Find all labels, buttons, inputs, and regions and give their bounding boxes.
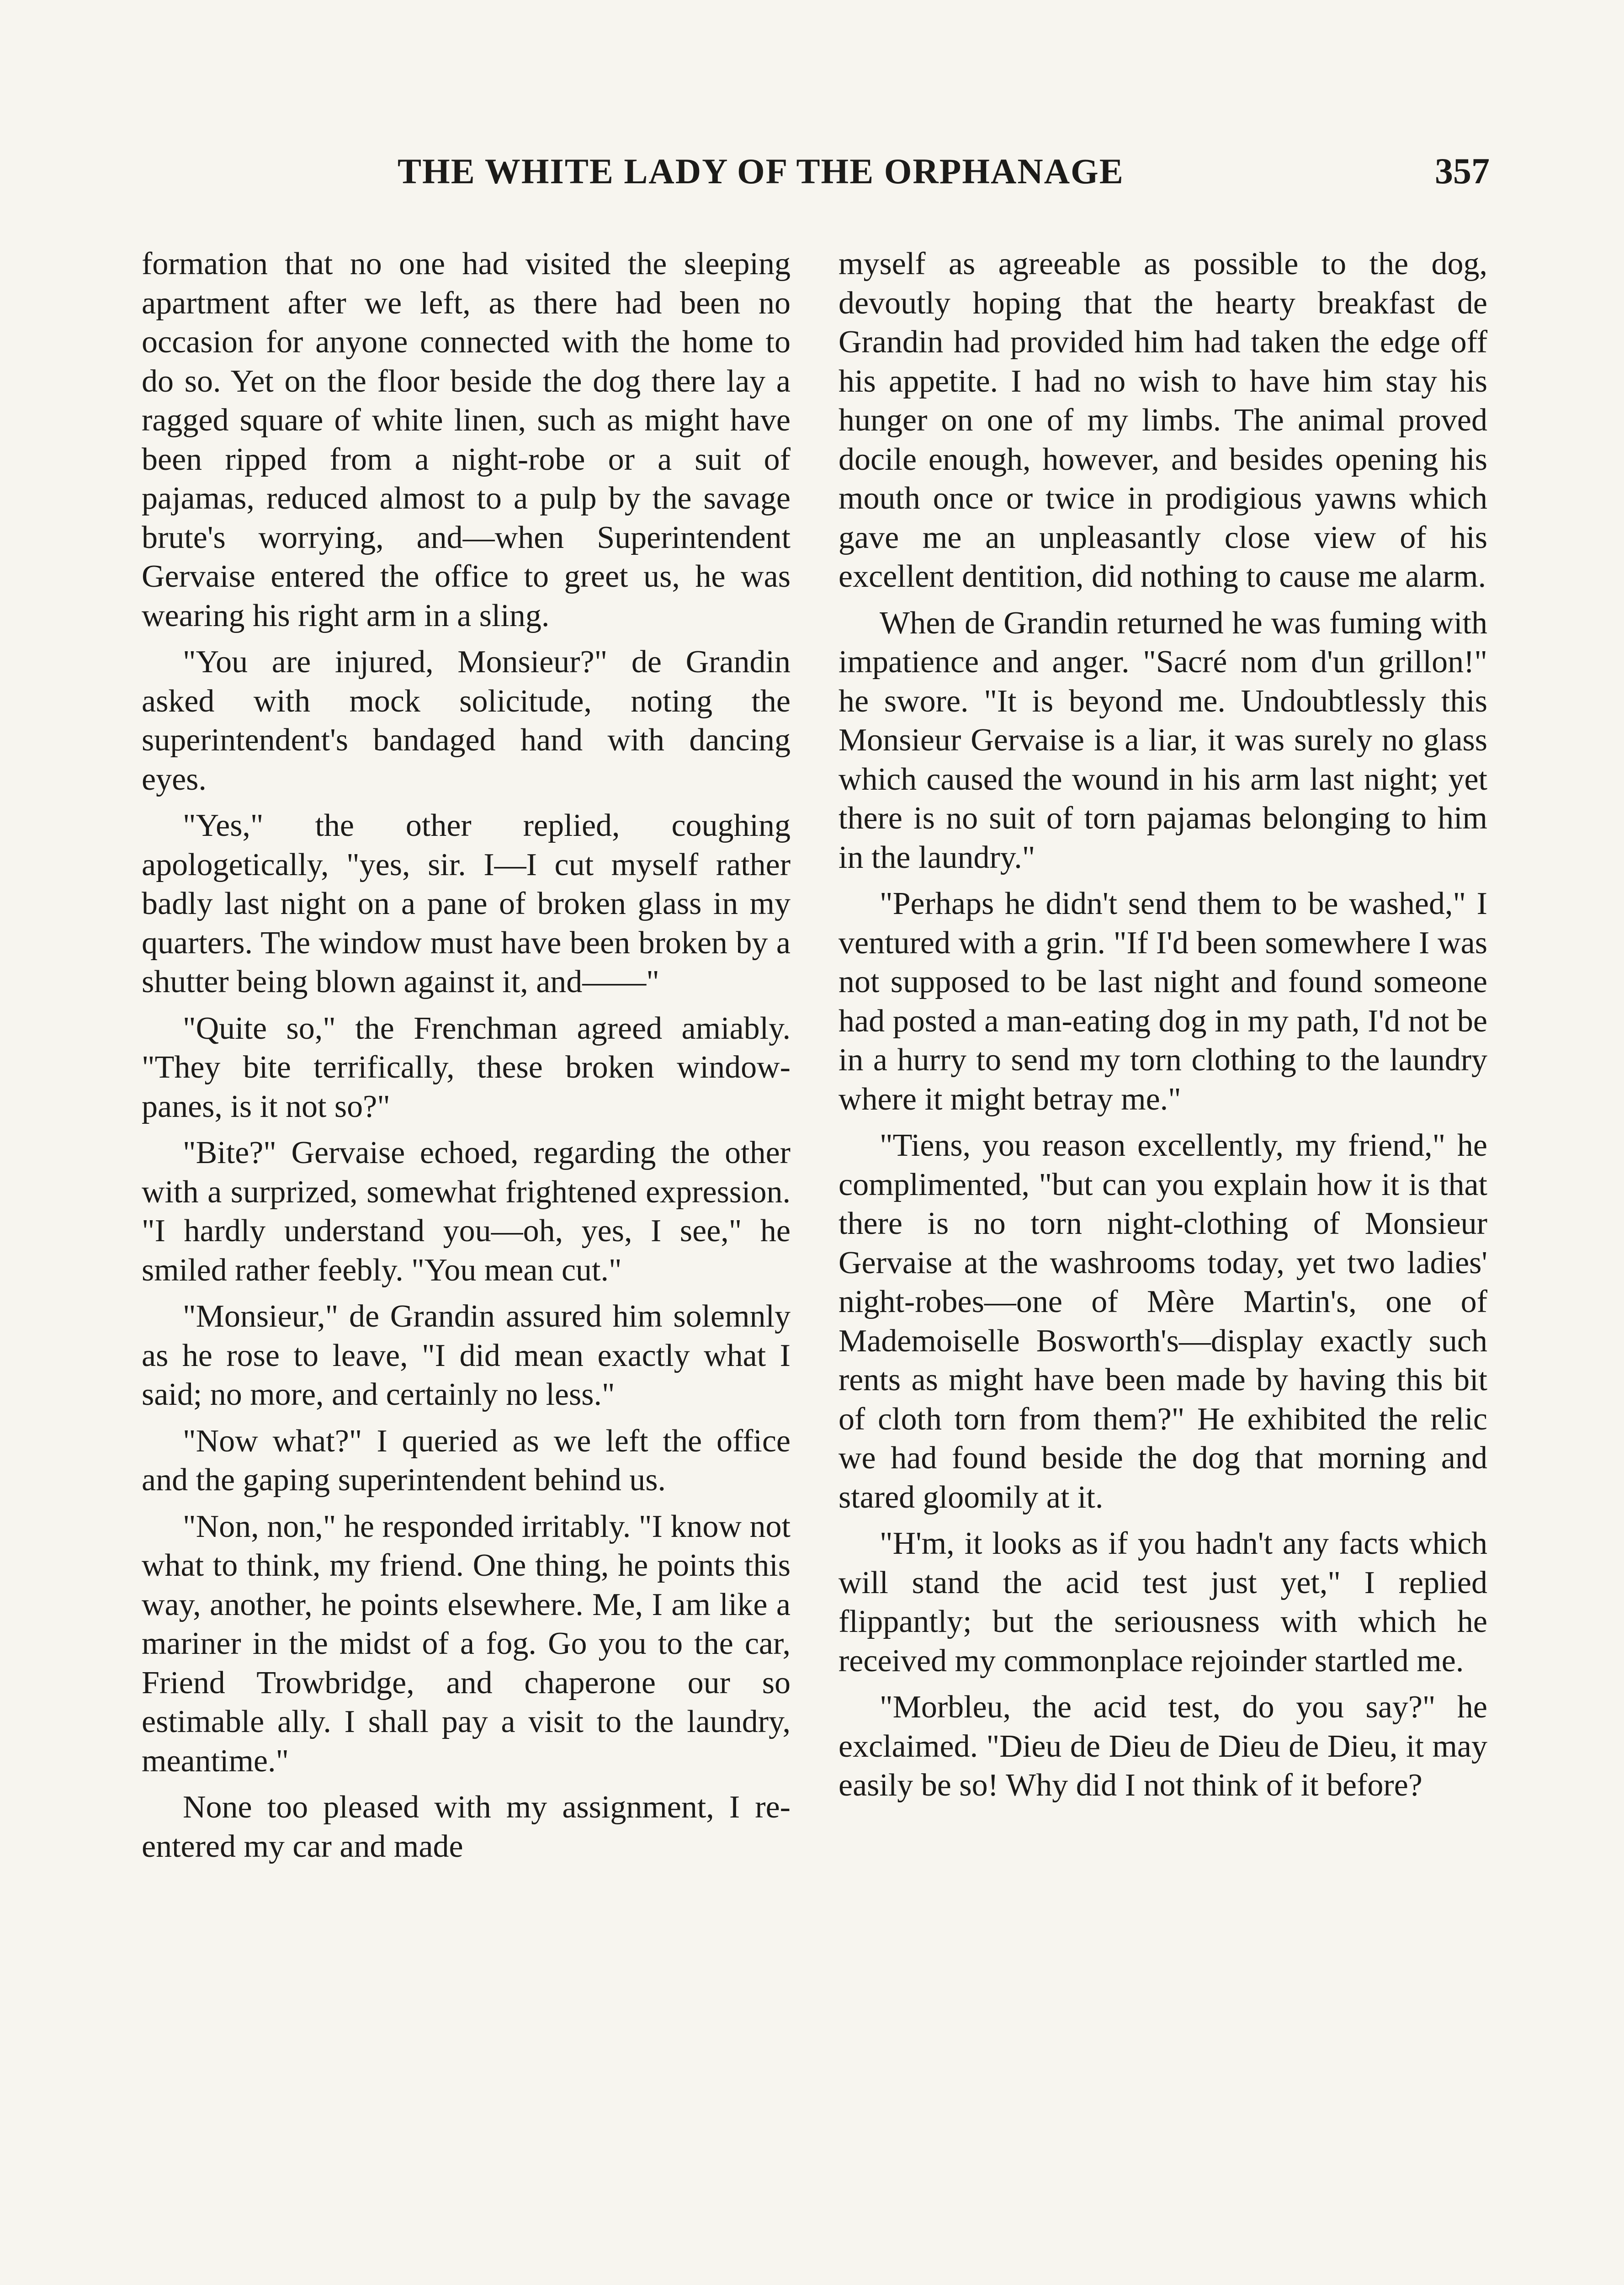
paragraph: "Tiens, you reason excellently, my friend," he complimented, "but can you explain how it is that there is no torn night-clothing of Monsieur Gervaise at the washrooms today, yet two ladies' night-robes—one of Mère Martin's, one of Mademoiselle Bosworth's—display exactly such rents as might have been made by having this bit of cloth torn from them?" He exhibited the relic we had found beside the dog that morning and stared gloomily at it. <box>839 1128 1487 1515</box>
paragraph: formation that no one had visited the sleeping apartment after we left, as there had been no occasion for anyone connected with the home to do so. Yet on the floor beside the dog there lay a ragged square of white linen, such as might have been ripped from a night-robe or a suit of pajamas, reduced almost to a pulp by the savage brute's worrying, and—when Superintendent Gervaise entered the office to greet us, he was wearing his right arm in a sling. <box>142 246 791 633</box>
paragraph: When de Grandin returned he was fuming with impatience and anger. "Sacré nom d'un grillon!" he swore. "It is beyond me. Undoubtlessly this Monsieur Gervaise is a liar, it was surely no glass which caused the wound in his arm last night; yet there is no suit of torn pajamas belonging to him in the laundry." <box>839 605 1487 875</box>
paragraph: "You are injured, Monsieur?" de Grandin asked with mock solicitude, noting the superintendent's bandaged hand with dancing eyes. <box>142 644 791 797</box>
paragraph: "Quite so," the Frenchman agreed amiably. "They bite terrifically, these broken window-panes, is it not so?" <box>142 1010 791 1124</box>
paragraph: myself as agreeable as possible to the dog, devoutly hoping that the hearty breakfast de Grandin had provided him had taken the edge off his appetite. I had no wish to have him stay his hunger on one of my limbs. The animal proved docile enough, however, and besides opening his mouth once or twice in prodigious yawns which gave me an unpleasantly close view of his excellent dentition, did nothing to cause me alarm. <box>839 246 1487 594</box>
running-title: THE WHITE LADY OF THE ORPHANAGE <box>398 151 1124 191</box>
paragraph: "Now what?" I queried as we left the office and the gaping superintendent behind us. <box>142 1423 791 1498</box>
paragraph: "Perhaps he didn't send them to be washed," I ventured with a grin. "If I'd been somewhere I was not supposed to be last night and found someone had posted a man-eating dog in my path, I'd not be in a hurry to send my torn clothing to the laundry where it might betray me." <box>839 886 1487 1117</box>
paragraph: "Monsieur," de Grandin assured him solemnly as he rose to leave, "I did mean exactly what I said; no more, and certainly no less." <box>142 1299 791 1412</box>
paragraph: "H'm, it looks as if you hadn't any facts which will stand the acid test just yet," I replied flippantly; but the seriousness with which he received my commonplace rejoinder startled me. <box>839 1526 1487 1679</box>
left-column <box>142 244 791 1866</box>
paragraph: "Bite?" Gervaise echoed, regarding the other with a surprized, somewhat frightened expression. "I hardly understand you—oh, yes, I see," he smiled rather feebly. "You mean cut." <box>142 1135 791 1288</box>
paragraph: "Yes," the other replied, coughing apologetically, "yes, sir. I—I cut myself rather badly last night on a pane of broken glass in my quarters. The window must have been broken by a shutter being blown against it, and——" <box>142 808 791 999</box>
right-column <box>839 244 1487 1805</box>
paragraph: "Non, non," he responded irritably. "I know not what to think, my friend. One thing, he points this way, another, he points elsewhere. Me, I am like a mariner in the midst of a fog. Go you to the car, Friend Trowbridge, and chaperone our so estimable ally. I shall pay a visit to the laundry, meantime." <box>142 1509 791 1779</box>
paragraph: None too pleased with my assignment, I re-entered my car and made <box>142 1790 791 1864</box>
paragraph: "Morbleu, the acid test, do you say?" he exclaimed. "Dieu de Dieu de Dieu de Dieu, it may easily be so! Why did I not think of it before? <box>839 1690 1487 1803</box>
page-number: 357 <box>1435 151 1490 191</box>
running-head <box>142 151 1490 201</box>
